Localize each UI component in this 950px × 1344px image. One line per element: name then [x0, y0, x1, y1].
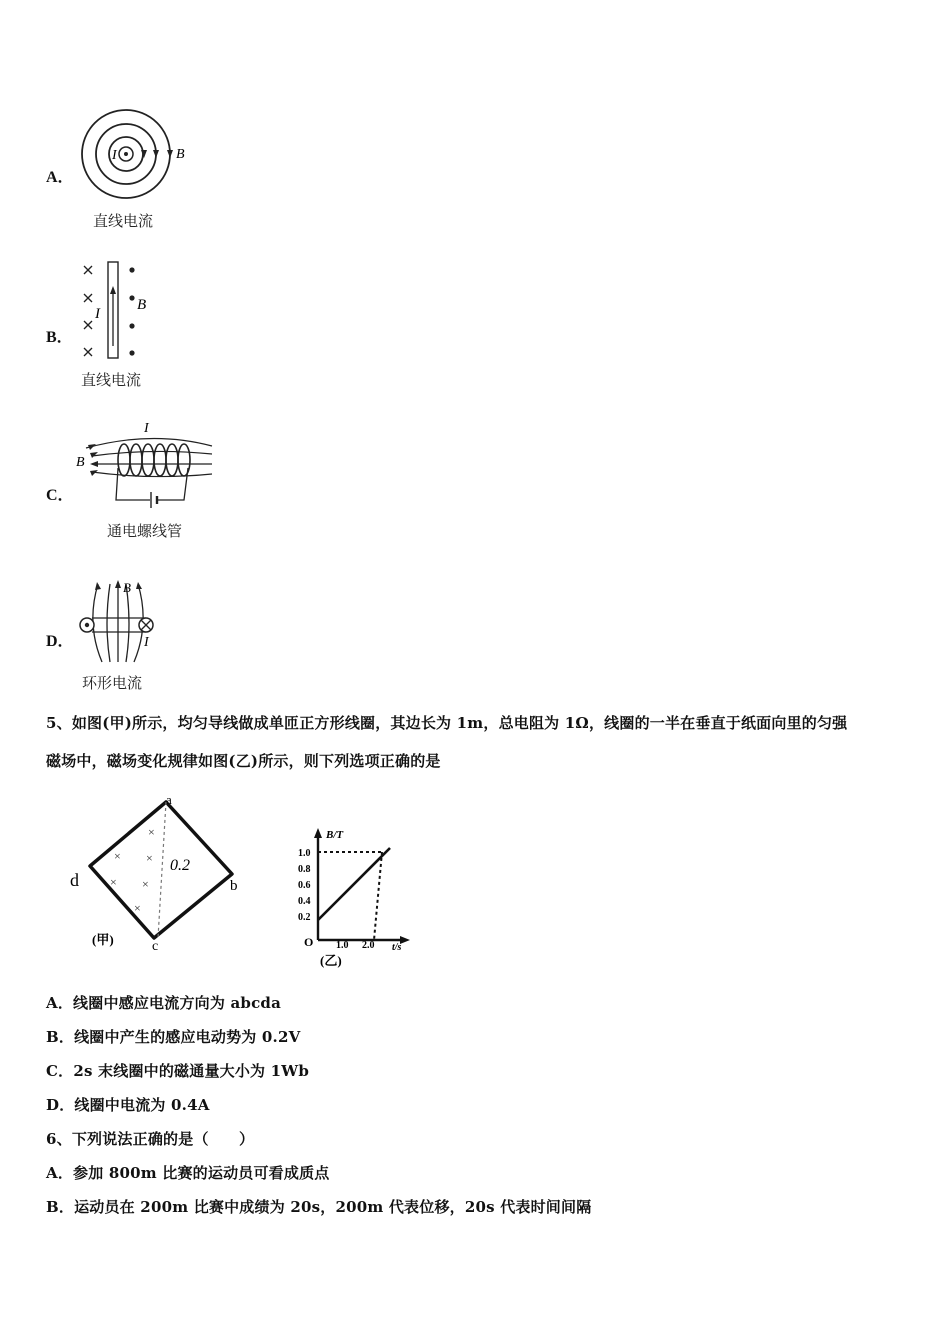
- current-symbol: I: [144, 421, 149, 436]
- origin-label: O: [304, 935, 314, 949]
- y-tick-1-0: 1.0: [298, 848, 311, 859]
- value-label: 0.2: [170, 857, 190, 874]
- x-axis-label: t/s: [392, 942, 402, 953]
- straight-current-circles-figure: [78, 106, 198, 204]
- q6-option-b[interactable]: B．运动员在 200m 比赛中成绩为 20s，200m 代表位移，20s 代表时间间隔: [46, 1198, 592, 1216]
- option-b-caption: 直线电流: [81, 371, 142, 389]
- figure-jia-caption: (甲): [92, 932, 114, 947]
- figure-yi-caption: (乙): [320, 953, 342, 968]
- y-tick-0-8: 0.8: [298, 864, 311, 875]
- vertex-c: c: [152, 939, 159, 952]
- option-c-caption: 通电螺线管: [107, 522, 183, 540]
- q5-option-a[interactable]: A．线圈中感应电流方向为 abcda: [46, 994, 282, 1012]
- q5-stem-line-1: 5、如图(甲)所示，均匀导线做成单匝正方形线圈，其边长为 1m，总电阻为 1Ω，线圈的一半在垂直于纸面向里的匀强: [46, 714, 848, 732]
- solenoid-figure: [72, 416, 222, 516]
- y-tick-0-2: 0.2: [298, 912, 311, 923]
- svg-text:×: ×: [146, 851, 153, 865]
- field-symbol: B: [76, 455, 85, 470]
- option-d-caption: 环形电流: [82, 674, 143, 692]
- svg-text:×: ×: [134, 901, 141, 915]
- x-tick-2-0: 2.0: [362, 940, 375, 951]
- ring-current-figure: [74, 578, 174, 666]
- field-symbol: B: [176, 147, 185, 162]
- q6-option-a[interactable]: A．参加 800m 比赛的运动员可看成质点: [46, 1164, 330, 1182]
- y-tick-0-4: 0.4: [298, 896, 311, 907]
- y-axis-label: B/T: [326, 829, 344, 841]
- vertex-b: b: [230, 878, 238, 894]
- vertex-d: d: [70, 870, 79, 890]
- option-a-caption: 直线电流: [93, 212, 154, 230]
- current-symbol: I: [95, 306, 100, 322]
- vertex-a: a: [166, 792, 172, 807]
- q5-option-d[interactable]: D．线圈中电流为 0.4A: [46, 1096, 210, 1114]
- figure-yi-b-t-graph: [294, 824, 414, 970]
- q5-stem-line-2: 磁场中，磁场变化规律如图(乙)所示，则下列选项正确的是: [46, 752, 441, 770]
- q6-stem: 6、下列说法正确的是（ ）: [46, 1130, 255, 1148]
- field-symbol: B: [137, 297, 147, 313]
- y-tick-0-6: 0.6: [298, 880, 311, 891]
- option-d-label: D．: [46, 633, 74, 650]
- q5-option-b[interactable]: B．线圈中产生的感应电动势为 0.2V: [46, 1028, 301, 1046]
- svg-text:×: ×: [148, 825, 155, 839]
- svg-text:×: ×: [114, 849, 121, 863]
- current-symbol: I: [112, 148, 117, 163]
- svg-text:×: ×: [142, 877, 149, 891]
- q5-option-c[interactable]: C．2s 末线圈中的磁通量大小为 1Wb: [46, 1062, 310, 1080]
- option-c-label: C．: [46, 487, 74, 504]
- option-a-label: A．: [46, 169, 74, 186]
- field-symbol: B: [123, 580, 131, 595]
- svg-text:×: ×: [110, 875, 117, 889]
- current-symbol: I: [144, 635, 149, 650]
- figure-jia-square-coil: [62, 790, 252, 952]
- straight-current-wire-figure: [78, 258, 168, 364]
- x-tick-1-0: 1.0: [336, 940, 349, 951]
- option-b-label: B．: [46, 329, 73, 346]
